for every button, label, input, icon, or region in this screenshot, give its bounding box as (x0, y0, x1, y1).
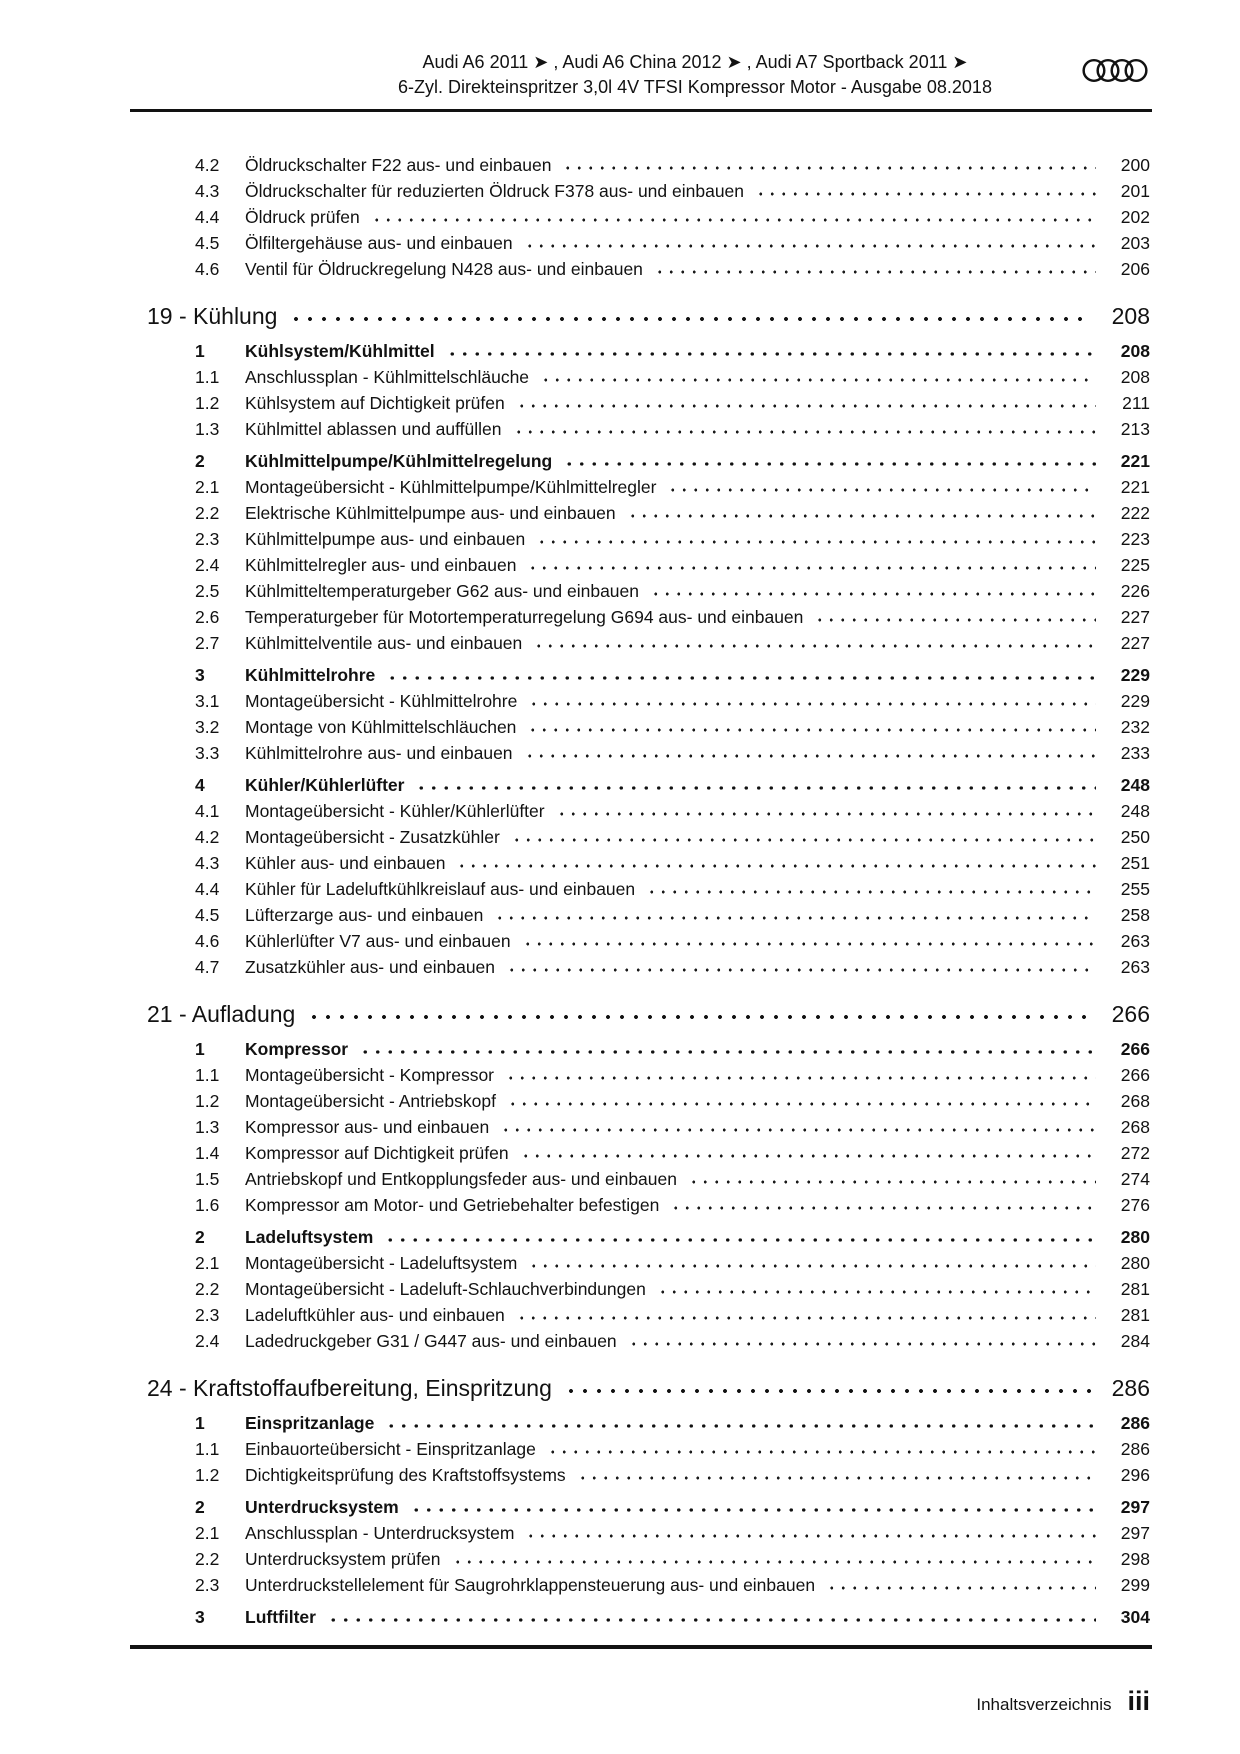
toc-entry-page: 268 (1120, 1117, 1150, 1137)
dot-leader-icon (575, 1462, 1096, 1488)
dot-leader-icon (357, 1036, 1096, 1062)
dot-leader-icon (384, 662, 1096, 688)
toc-entry-title: Ventil für Öldruckregelung N428 aus- und einbauen (245, 259, 643, 279)
toc-entry-title: Kühlmittel ablassen und auffüllen (245, 419, 502, 439)
toc-entry (130, 526, 1150, 552)
toc-entry-title: 21 - Aufladung (147, 1001, 296, 1027)
toc-entry-page: 284 (1120, 1331, 1150, 1351)
toc-entry (130, 876, 1150, 902)
toc-entry-number: 4.3 (195, 853, 220, 873)
dot-leader-icon (523, 1520, 1096, 1546)
dot-leader-icon (668, 1192, 1096, 1218)
footer-label: Inhaltsverzeichnis (976, 1695, 1112, 1714)
toc-entry-number: 1.4 (195, 1143, 220, 1163)
toc-entry-page: 201 (1120, 181, 1150, 201)
toc-entry (130, 1250, 1150, 1276)
toc-entry (130, 1546, 1150, 1572)
dot-leader-icon (520, 928, 1096, 954)
toc-entry-title: Kühlmittelregler aus- und einbauen (245, 555, 517, 575)
toc-entry-number: 1.1 (195, 1439, 220, 1459)
header-engine-line: 6-Zyl. Direkteinspritzer 3,0l 4V TFSI Kompressor Motor - Ausgabe 08.2018 (398, 77, 992, 97)
audi-rings-icon (1082, 57, 1148, 84)
toc-entry-page: 250 (1120, 827, 1150, 847)
toc-entry-title: Unterdrucksystem (245, 1497, 399, 1517)
toc-entry-page: 202 (1120, 207, 1150, 227)
toc-entry-title: Kühler/Kühlerlüfter (245, 775, 405, 795)
toc-entry (130, 552, 1150, 578)
toc-entry-page: 299 (1120, 1575, 1150, 1595)
dot-leader-icon (554, 798, 1096, 824)
toc-entry-page: 281 (1120, 1305, 1150, 1325)
toc-entry-page: 286 (1120, 1439, 1150, 1459)
toc-entry-page: 227 (1120, 607, 1150, 627)
dot-leader-icon (514, 390, 1096, 416)
toc-entry-page: 255 (1120, 879, 1150, 899)
toc-entry (130, 928, 1150, 954)
toc-entry-page: 286 (1111, 1375, 1150, 1401)
header-models-line: Audi A6 2011 ➤ , Audi A6 China 2012 ➤ , Audi A7 Sportback 2011 ➤ (422, 52, 968, 72)
toc-entry-title: 19 - Kühlung (147, 303, 278, 329)
dot-leader-icon (686, 1166, 1096, 1192)
toc-entry-number: 4.6 (195, 931, 220, 951)
dot-leader-icon (531, 630, 1096, 656)
toc-entry (130, 1166, 1150, 1192)
toc-entry-number: 2.6 (195, 607, 220, 627)
toc-entry-title: Ladeluftsystem (245, 1227, 374, 1247)
toc-entry-number: 3 (195, 665, 205, 685)
toc-entry-title: Montageübersicht - Antriebskopf (245, 1091, 496, 1111)
dot-leader-icon (444, 338, 1096, 364)
toc-entry-title: Kühlmittelrohre aus- und einbauen (245, 743, 513, 763)
toc-entry (130, 364, 1150, 390)
toc-entry-number: 2 (195, 1497, 205, 1517)
toc-entry-page: 263 (1120, 931, 1150, 951)
toc-entry-title: Montageübersicht - Kühlmittelrohre (245, 691, 518, 711)
dot-leader-icon (534, 526, 1096, 552)
toc-entry-page: 281 (1120, 1279, 1150, 1299)
toc-entry-page: 229 (1120, 691, 1150, 711)
toc-entry-number: 2.3 (195, 1575, 220, 1595)
toc-entry-number: 4.4 (195, 207, 220, 227)
toc-entry (130, 416, 1150, 442)
dot-leader-icon (562, 1372, 1092, 1404)
dot-leader-icon (652, 256, 1096, 282)
toc-entry-page: 266 (1111, 1001, 1150, 1027)
toc-entry (130, 1036, 1150, 1062)
toc-entry-page: 203 (1120, 233, 1150, 253)
toc-entry-number: 3.3 (195, 743, 220, 763)
dot-leader-icon (498, 1114, 1096, 1140)
toc-entry-title: Kompressor (245, 1039, 349, 1059)
toc-entry-title: Lüfterzarge aus- und einbauen (245, 905, 484, 925)
toc-entry-title: Temperaturgeber für Motortemperaturregelung G694 aus- und einbauen (245, 607, 804, 627)
dot-leader-icon (369, 204, 1096, 230)
toc-entry-number: 1.3 (195, 1117, 220, 1137)
toc-entry-title: Kühlsystem auf Dichtigkeit prüfen (245, 393, 505, 413)
toc-entry-number: 2 (195, 1227, 205, 1247)
toc-entry (130, 204, 1150, 230)
toc-entry (130, 152, 1150, 178)
toc-entry-title: Kühlmittelpumpe/Kühlmittelregelung (245, 451, 553, 471)
toc-entry (130, 1520, 1150, 1546)
toc-entry (130, 1192, 1150, 1218)
toc-entry-page: 280 (1120, 1227, 1150, 1247)
toc-entry (130, 1114, 1150, 1140)
toc-entry (130, 1462, 1150, 1488)
dot-leader-icon (503, 1062, 1096, 1088)
toc-entry (130, 1140, 1150, 1166)
toc-entry-page: 280 (1120, 1253, 1150, 1273)
toc-entry-number: 4.1 (195, 801, 220, 821)
dot-leader-icon (511, 416, 1096, 442)
toc-entry-page: 222 (1120, 503, 1150, 523)
toc-entry-number: 4.7 (195, 957, 220, 977)
toc-entry-number: 1.2 (195, 1465, 220, 1485)
dot-leader-icon (518, 1140, 1096, 1166)
toc-entry-title: Kompressor aus- und einbauen (245, 1117, 490, 1137)
toc-entry-number: 1 (195, 341, 205, 361)
toc-entry (130, 300, 1150, 332)
toc-entry-title: 24 - Kraftstoffaufbereitung, Einspritzung (147, 1375, 552, 1401)
toc-entry (130, 474, 1150, 500)
toc-entry-title: Montageübersicht - Kompressor (245, 1065, 494, 1085)
toc-entry (130, 772, 1150, 798)
toc-entry-page: 206 (1120, 259, 1150, 279)
dot-leader-icon (522, 740, 1096, 766)
toc-entry (130, 1604, 1150, 1630)
toc-entry-title: Unterdrucksystem prüfen (245, 1549, 441, 1569)
toc-entry-title: Ladeluftkühler aus- und einbauen (245, 1305, 505, 1325)
toc-entry-number: 2.3 (195, 529, 220, 549)
toc-entry-page: 223 (1120, 529, 1150, 549)
toc-entry (130, 1276, 1150, 1302)
toc-entry-number: 1.1 (195, 367, 220, 387)
toc-entry-title: Einspritzanlage (245, 1413, 375, 1433)
toc-entry-number: 3.1 (195, 691, 220, 711)
dot-leader-icon (505, 1088, 1096, 1114)
toc-entry-number: 2.3 (195, 1305, 220, 1325)
dot-leader-icon (450, 1546, 1097, 1572)
dot-leader-icon (648, 578, 1096, 604)
toc-entry (130, 1372, 1150, 1404)
toc-entry-page: 211 (1122, 393, 1150, 413)
toc-entry-title: Unterdruckstellelement für Saugrohrklappensteuerung aus- und einbauen (245, 1575, 816, 1595)
dot-leader-icon (525, 714, 1096, 740)
toc-entry-number: 1.3 (195, 419, 220, 439)
toc-entry-page: 248 (1120, 801, 1150, 821)
toc-entry-title: Montageübersicht - Ladeluft-Schlauchverbindungen (245, 1279, 646, 1299)
toc-entry (130, 1572, 1150, 1598)
toc-entry (130, 902, 1150, 928)
toc-entry (130, 1328, 1150, 1354)
toc-entry (130, 178, 1150, 204)
table-of-contents (130, 152, 1150, 1630)
toc-entry-number: 4.5 (195, 905, 220, 925)
toc-entry-page: 266 (1120, 1065, 1150, 1085)
toc-entry (130, 714, 1150, 740)
toc-entry-title: Kühlsystem/Kühlmittel (245, 341, 435, 361)
toc-entry-title: Montage von Kühlmittelschläuchen (245, 717, 517, 737)
footer-divider (130, 1645, 1152, 1649)
toc-entry-number: 2.2 (195, 1549, 220, 1569)
dot-leader-icon (560, 152, 1096, 178)
toc-entry (130, 998, 1150, 1030)
toc-entry-page: 200 (1120, 155, 1150, 175)
toc-entry-page: 251 (1120, 853, 1150, 873)
toc-entry-number: 2.7 (195, 633, 220, 653)
toc-entry-number: 4.3 (195, 181, 220, 201)
toc-entry (130, 1224, 1150, 1250)
toc-entry-number: 4.5 (195, 233, 220, 253)
toc-entry-number: 2.5 (195, 581, 220, 601)
page-footer (976, 1686, 1150, 1717)
dot-leader-icon (625, 500, 1096, 526)
dot-leader-icon (526, 688, 1096, 714)
toc-entry-number: 4.4 (195, 879, 220, 899)
toc-entry-title: Öldruckschalter für reduzierten Öldruck F378 aus- und einbauen (245, 181, 745, 201)
toc-entry-title: Anschlussplan - Kühlmittelschläuche (245, 367, 530, 387)
toc-entry-number: 3.2 (195, 717, 220, 737)
dot-leader-icon (561, 448, 1096, 474)
toc-entry-number: 2.1 (195, 1523, 220, 1543)
toc-entry-page: 248 (1120, 775, 1150, 795)
toc-entry (130, 448, 1150, 474)
dot-leader-icon (325, 1604, 1096, 1630)
toc-entry-page: 226 (1120, 581, 1150, 601)
toc-entry-page: 213 (1120, 419, 1150, 439)
toc-entry (130, 662, 1150, 688)
dot-leader-icon (538, 364, 1096, 390)
toc-entry-number: 1.6 (195, 1195, 220, 1215)
toc-entry-page: 232 (1120, 717, 1150, 737)
toc-entry-number: 2.4 (195, 555, 220, 575)
toc-entry-number: 1.1 (195, 1065, 220, 1085)
dot-leader-icon (545, 1436, 1096, 1462)
toc-entry (130, 390, 1150, 416)
toc-entry (130, 740, 1150, 766)
toc-entry-page: 304 (1120, 1607, 1150, 1627)
toc-entry-title: Montageübersicht - Zusatzkühler (245, 827, 500, 847)
toc-entry-page: 298 (1120, 1549, 1150, 1569)
toc-entry-title: Montageübersicht - Kühlmittelpumpe/Kühlmittelregler (245, 477, 657, 497)
dot-leader-icon (753, 178, 1096, 204)
toc-entry (130, 604, 1150, 630)
toc-entry-title: Kompressor auf Dichtigkeit prüfen (245, 1143, 509, 1163)
toc-entry (130, 1494, 1150, 1520)
toc-entry-page: 297 (1120, 1523, 1150, 1543)
dot-leader-icon (526, 1250, 1096, 1276)
dot-leader-icon (382, 1224, 1096, 1250)
toc-entry-number: 1.2 (195, 393, 220, 413)
dot-leader-icon (626, 1328, 1096, 1354)
toc-entry (130, 1062, 1150, 1088)
dot-leader-icon (824, 1572, 1096, 1598)
toc-entry-title: Antriebskopf und Entkopplungsfeder aus- und einbauen (245, 1169, 677, 1189)
dot-leader-icon (504, 954, 1096, 980)
toc-entry-number: 3 (195, 1607, 205, 1627)
toc-entry-page: 258 (1120, 905, 1150, 925)
toc-entry-page: 208 (1120, 367, 1150, 387)
toc-entry-number: 4 (195, 775, 205, 795)
toc-entry (130, 630, 1150, 656)
dot-leader-icon (644, 876, 1096, 902)
toc-entry-title: Kühlmittelrohre (245, 665, 376, 685)
toc-entry-number: 1.5 (195, 1169, 220, 1189)
page-header (300, 50, 1090, 100)
toc-entry-number: 2.2 (195, 503, 220, 523)
toc-entry-page: 221 (1120, 477, 1150, 497)
dot-leader-icon (509, 824, 1096, 850)
toc-entry-title: Einbauorteübersicht - Einspritzanlage (245, 1439, 536, 1459)
toc-entry-title: Montageübersicht - Kühler/Kühlerlüfter (245, 801, 545, 821)
toc-entry-title: Kühler für Ladeluftkühlkreislauf aus- und einbauen (245, 879, 636, 899)
toc-entry-page: 225 (1120, 555, 1150, 575)
header-divider (130, 109, 1152, 112)
toc-entry-title: Kühlmittelventile aus- und einbauen (245, 633, 523, 653)
toc-entry-title: Ladedruckgeber G31 / G447 aus- und einbauen (245, 1331, 617, 1351)
toc-entry-number: 2 (195, 451, 205, 471)
toc-entry-number: 1 (195, 1039, 205, 1059)
toc-entry-page: 274 (1120, 1169, 1150, 1189)
dot-leader-icon (383, 1410, 1096, 1436)
toc-entry-number: 2.2 (195, 1279, 220, 1299)
toc-entry-page: 233 (1120, 743, 1150, 763)
toc-entry-page: 297 (1120, 1497, 1150, 1517)
toc-entry (130, 338, 1150, 364)
toc-entry-title: Kühler aus- und einbauen (245, 853, 446, 873)
toc-entry-title: Zusatzkühler aus- und einbauen (245, 957, 496, 977)
toc-entry-page: 268 (1120, 1091, 1150, 1111)
toc-entry (130, 1410, 1150, 1436)
toc-entry-page: 286 (1120, 1413, 1150, 1433)
toc-entry-title: Elektrische Kühlmittelpumpe aus- und einbauen (245, 503, 616, 523)
toc-entry-page: 296 (1120, 1465, 1150, 1485)
toc-entry-number: 4.6 (195, 259, 220, 279)
toc-entry-title: Kühlerlüfter V7 aus- und einbauen (245, 931, 511, 951)
dot-leader-icon (408, 1494, 1096, 1520)
toc-entry-title: Kühlmitteltemperaturgeber G62 aus- und einbauen (245, 581, 639, 601)
toc-entry-page: 266 (1120, 1039, 1150, 1059)
dot-leader-icon (413, 772, 1096, 798)
dot-leader-icon (522, 230, 1096, 256)
toc-entry-page: 272 (1120, 1143, 1150, 1163)
toc-entry-page: 227 (1120, 633, 1150, 653)
toc-entry (130, 824, 1150, 850)
toc-entry (130, 688, 1150, 714)
toc-entry-page: 229 (1120, 665, 1150, 685)
toc-entry-number: 4.2 (195, 155, 220, 175)
toc-entry-page: 263 (1120, 957, 1150, 977)
toc-entry (130, 1436, 1150, 1462)
dot-leader-icon (287, 300, 1092, 332)
toc-entry-number: 2.4 (195, 1331, 220, 1351)
toc-entry-title: Montageübersicht - Ladeluftsystem (245, 1253, 518, 1273)
toc-entry-number: 4.2 (195, 827, 220, 847)
toc-entry (130, 954, 1150, 980)
footer-page-number: iii (1127, 1686, 1150, 1716)
dot-leader-icon (525, 552, 1096, 578)
toc-entry-title: Kühlmittelpumpe aus- und einbauen (245, 529, 526, 549)
toc-entry (130, 798, 1150, 824)
toc-entry-title: Kompressor am Motor- und Getriebehalter befestigen (245, 1195, 660, 1215)
dot-leader-icon (454, 850, 1096, 876)
toc-entry-number: 1.2 (195, 1091, 220, 1111)
toc-entry-title: Öldruckschalter F22 aus- und einbauen (245, 155, 552, 175)
toc-entry-title: Dichtigkeitsprüfung des Kraftstoffsystems (245, 1465, 566, 1485)
toc-entry (130, 256, 1150, 282)
toc-entry-title: Luftfilter (245, 1607, 316, 1627)
toc-entry-page: 208 (1120, 341, 1150, 361)
toc-entry-title: Anschlussplan - Unterdrucksystem (245, 1523, 515, 1543)
toc-entry-title: Ölfiltergehäuse aus- und einbauen (245, 233, 513, 253)
toc-entry (130, 500, 1150, 526)
toc-entry-page: 276 (1120, 1195, 1150, 1215)
toc-entry-page: 221 (1120, 451, 1150, 471)
dot-leader-icon (665, 474, 1096, 500)
toc-entry (130, 1302, 1150, 1328)
toc-entry (130, 850, 1150, 876)
toc-entry-number: 1 (195, 1413, 205, 1433)
dot-leader-icon (305, 998, 1092, 1030)
toc-entry-number: 2.1 (195, 1253, 220, 1273)
toc-entry (130, 1088, 1150, 1114)
dot-leader-icon (655, 1276, 1096, 1302)
toc-entry-page: 208 (1111, 303, 1150, 329)
dot-leader-icon (514, 1302, 1096, 1328)
toc-entry-number: 2.1 (195, 477, 220, 497)
toc-entry (130, 578, 1150, 604)
toc-entry-title: Öldruck prüfen (245, 207, 360, 227)
toc-entry (130, 230, 1150, 256)
dot-leader-icon (492, 902, 1096, 928)
dot-leader-icon (812, 604, 1096, 630)
